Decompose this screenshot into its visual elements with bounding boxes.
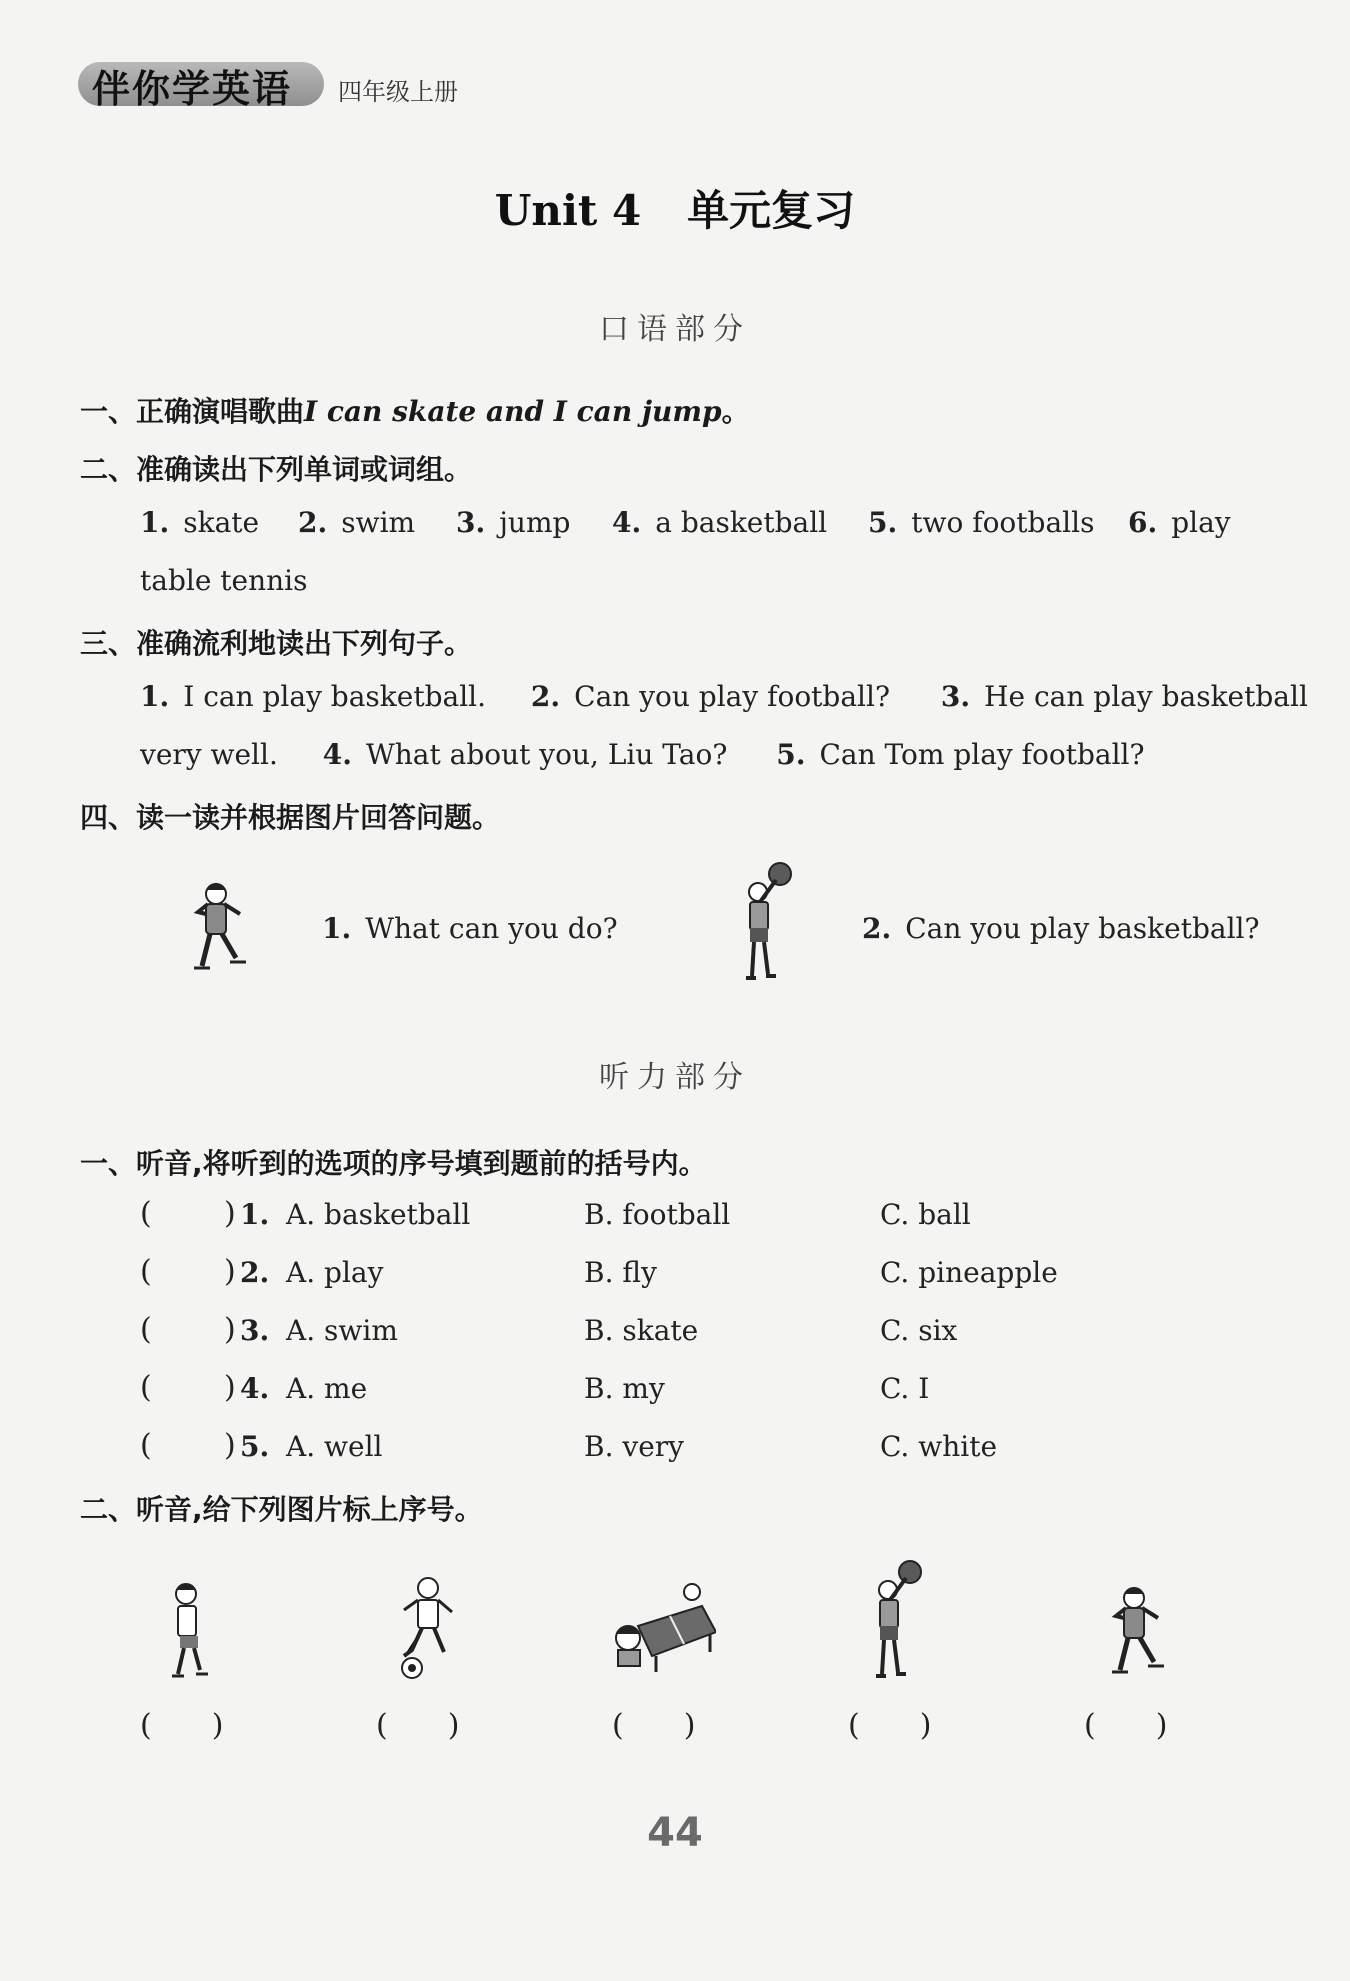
sentence-line: very well. 4. What about you, Liu Tao? 5. Can Tom play football? (140, 738, 1145, 771)
answer-bracket-open[interactable]: ( (140, 1312, 152, 1347)
sentence-line: 1. I can play basketball. 2. Can you play football? 3. He can play basketball (140, 680, 1308, 713)
answer-bracket-close: ) (224, 1370, 236, 1405)
listening-q2-heading: 二、听音,给下列图片标上序号。 (80, 1493, 483, 1526)
option-b: B. football (584, 1198, 731, 1231)
page-number: 44 (647, 1810, 703, 1856)
option-b: B. very (584, 1430, 684, 1463)
basketball-boy-illustration (730, 862, 796, 986)
row-number: 3. (240, 1314, 270, 1347)
picture-answer-bracket[interactable]: ( ) (1084, 1708, 1168, 1743)
word-item: 4. a basketball (612, 506, 828, 539)
option-b: B. my (584, 1372, 665, 1405)
answer-bracket-open[interactable]: ( (140, 1428, 152, 1463)
oral-q1-heading: 一、正确演唱歌曲I can skate and I can jump。 (80, 395, 750, 428)
oral-q4-heading: 四、读一读并根据图片回答问题。 (80, 801, 501, 834)
basketball-boy-illustration (860, 1560, 926, 1684)
word-item: 5. two footballs (868, 506, 1095, 539)
skating-girl-illustration (180, 876, 258, 980)
answer-bracket-close: ) (224, 1428, 236, 1463)
skating-girl-illustration (1098, 1580, 1176, 1684)
unit-label: Unit 4 (494, 186, 642, 235)
word-item: 3. jump (456, 506, 571, 539)
answer-bracket-open[interactable]: ( (140, 1370, 152, 1405)
answer-bracket-open[interactable]: ( (140, 1254, 152, 1289)
oral-q4-question-1: 1. What can you do? (322, 912, 618, 945)
oral-q4-question-2: 2. Can you play basketball? (862, 912, 1260, 945)
answer-bracket-close: ) (224, 1312, 236, 1347)
option-a: A. swim (286, 1314, 398, 1347)
picture-answer-bracket[interactable]: ( ) (848, 1708, 932, 1743)
answer-bracket-close: ) (224, 1254, 236, 1289)
listening-q1-heading: 一、听音,将听到的选项的序号填到题前的括号内。 (80, 1147, 707, 1180)
swimming-boy-illustration (160, 1580, 220, 1684)
answer-bracket-close: ) (224, 1196, 236, 1231)
option-a: A. well (286, 1430, 383, 1463)
football-boy-illustration (388, 1574, 460, 1682)
brand-logo: 伴你学英语 (92, 67, 293, 111)
option-c: C. ball (880, 1198, 971, 1231)
word-item-wrap: table tennis (140, 564, 308, 597)
word-item: 1. skate (140, 506, 260, 539)
grade-label: 四年级上册 (338, 78, 458, 106)
picture-answer-bracket[interactable]: ( ) (140, 1708, 224, 1743)
oral-section-title: 口语部分 (599, 312, 751, 347)
listening-section-title: 听力部分 (599, 1060, 751, 1095)
option-b: B. fly (584, 1256, 657, 1289)
row-number: 4. (240, 1372, 270, 1405)
option-c: C. six (880, 1314, 958, 1347)
option-c: C. I (880, 1372, 930, 1405)
row-number: 5. (240, 1430, 270, 1463)
word-item: 2. swim (298, 506, 416, 539)
picture-answer-bracket[interactable]: ( ) (612, 1708, 696, 1743)
option-a: A. me (286, 1372, 368, 1405)
table-tennis-illustration (606, 1582, 716, 1676)
option-c: C. pineapple (880, 1256, 1058, 1289)
option-a: A. basketball (286, 1198, 471, 1231)
oral-q3-heading: 三、准确流利地读出下列句子。 (80, 627, 473, 660)
oral-q2-heading: 二、准确读出下列单词或词组。 (80, 453, 473, 486)
word-item: 6. play (1128, 506, 1231, 539)
song-title: I can skate and I can jump (304, 395, 722, 428)
picture-answer-bracket[interactable]: ( ) (376, 1708, 460, 1743)
option-c: C. white (880, 1430, 998, 1463)
row-number: 2. (240, 1256, 270, 1289)
row-number: 1. (240, 1198, 270, 1231)
option-a: A. play (286, 1256, 384, 1289)
option-b: B. skate (584, 1314, 699, 1347)
answer-bracket-open[interactable]: ( (140, 1196, 152, 1231)
page-title (0, 178, 1350, 238)
unit-topic: 单元复习 (687, 186, 856, 235)
